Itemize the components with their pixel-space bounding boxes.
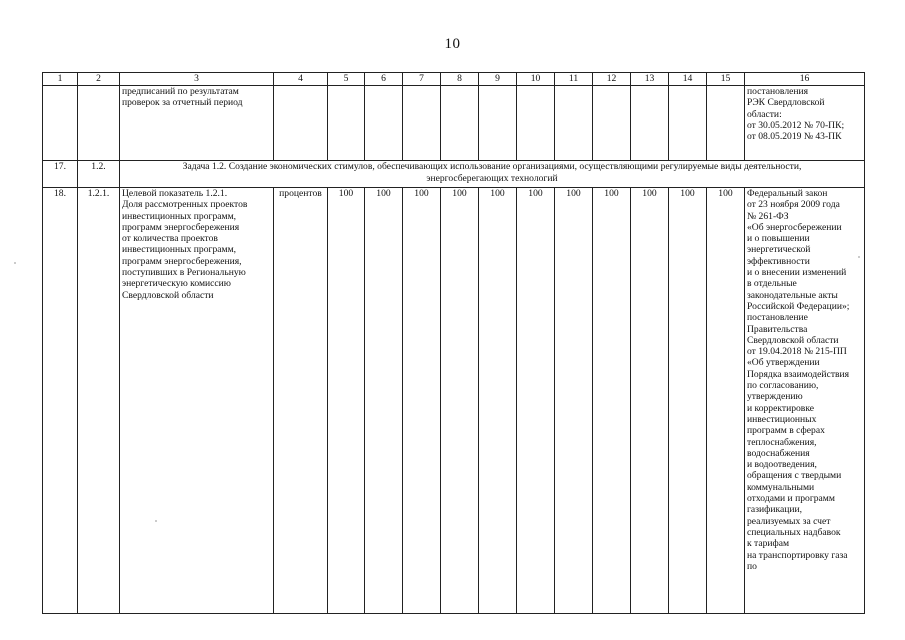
- table-row-indicator: [43, 188, 865, 614]
- column-header: 16: [745, 73, 865, 86]
- column-header: 14: [669, 73, 707, 86]
- column-header: 3: [120, 73, 274, 86]
- value-cell: 100: [593, 188, 631, 614]
- item-code-cell: 1.2.1.: [78, 188, 120, 614]
- legal-basis-cell: постановления РЭК Свердловской области: от 30.05.2012 № 70-ПК; от 08.05.2019 № 43-ПК: [745, 86, 865, 161]
- column-header: 2: [78, 73, 120, 86]
- indicator-description-cell: Целевой показатель 1.2.1. Доля рассмотренных проектов инвестиционных программ, программ энергосбережения от количества проектов инвестиционных программ, программ энергосбережения, поступивших в Региональную энергетическую комиссию Свердловской области: [120, 188, 274, 614]
- task-title-cell: Задача 1.2. Создание экономических стимулов, обеспечивающих использование организациями, осуществляющими регулируемые виды деятельности, энергосберегающих технологий: [120, 161, 865, 188]
- value-cell: 100: [517, 188, 555, 614]
- item-code-cell: 1.2.: [78, 161, 120, 188]
- column-header: 9: [479, 73, 517, 86]
- table-row-task: [43, 161, 865, 188]
- value-cell: 100: [328, 188, 365, 614]
- scan-speck: [14, 262, 16, 264]
- value-cell: 100: [555, 188, 593, 614]
- scan-speck: [858, 256, 860, 258]
- table-row-continued: [43, 86, 865, 161]
- column-header: 13: [631, 73, 669, 86]
- column-header: 1: [43, 73, 78, 86]
- column-header: 4: [274, 73, 328, 86]
- legal-basis-cell: Федеральный закон от 23 ноября 2009 года № 261-ФЗ «Об энергосбережении и о повышении энергетической эффективности и о внесении изменений в отдельные законодательные акты Российской Федерации»; постановление Правительства Свердловской области от 19.04.2018 № 215-ПП «Об утверждении Порядка взаимодействия по согласованию, утверждению и корректировке инвестиционных программ в сферах теплоснабжения, водоснабжения и водоотведения, обращения с твердыми коммунальными отходами и программ газификации, реализуемых за счет специальных надбавок к тарифам на транспортировку газа по: [745, 188, 865, 614]
- value-cell: 100: [403, 188, 441, 614]
- value-cell: 100: [479, 188, 517, 614]
- unit-cell: процентов: [274, 188, 328, 614]
- column-header: 8: [441, 73, 479, 86]
- page-number: 10: [444, 36, 461, 52]
- value-cell: 100: [707, 188, 745, 614]
- column-header: 10: [517, 73, 555, 86]
- column-header: 5: [328, 73, 365, 86]
- value-cell: 100: [669, 188, 707, 614]
- column-header: 11: [555, 73, 593, 86]
- scan-speck: [155, 520, 157, 522]
- value-cell: 100: [441, 188, 479, 614]
- column-header: 7: [403, 73, 441, 86]
- row-number-cell: 17.: [43, 161, 78, 188]
- row-number-cell: 18.: [43, 188, 78, 614]
- column-header: 6: [365, 73, 403, 86]
- value-cell: 100: [365, 188, 403, 614]
- indicator-description-cell: предписаний по результатам проверок за отчетный период: [120, 86, 274, 161]
- value-cell: 100: [631, 188, 669, 614]
- column-header: 12: [593, 73, 631, 86]
- column-header: 15: [707, 73, 745, 86]
- table-header-row: [43, 73, 865, 86]
- indicators-table: [42, 72, 865, 614]
